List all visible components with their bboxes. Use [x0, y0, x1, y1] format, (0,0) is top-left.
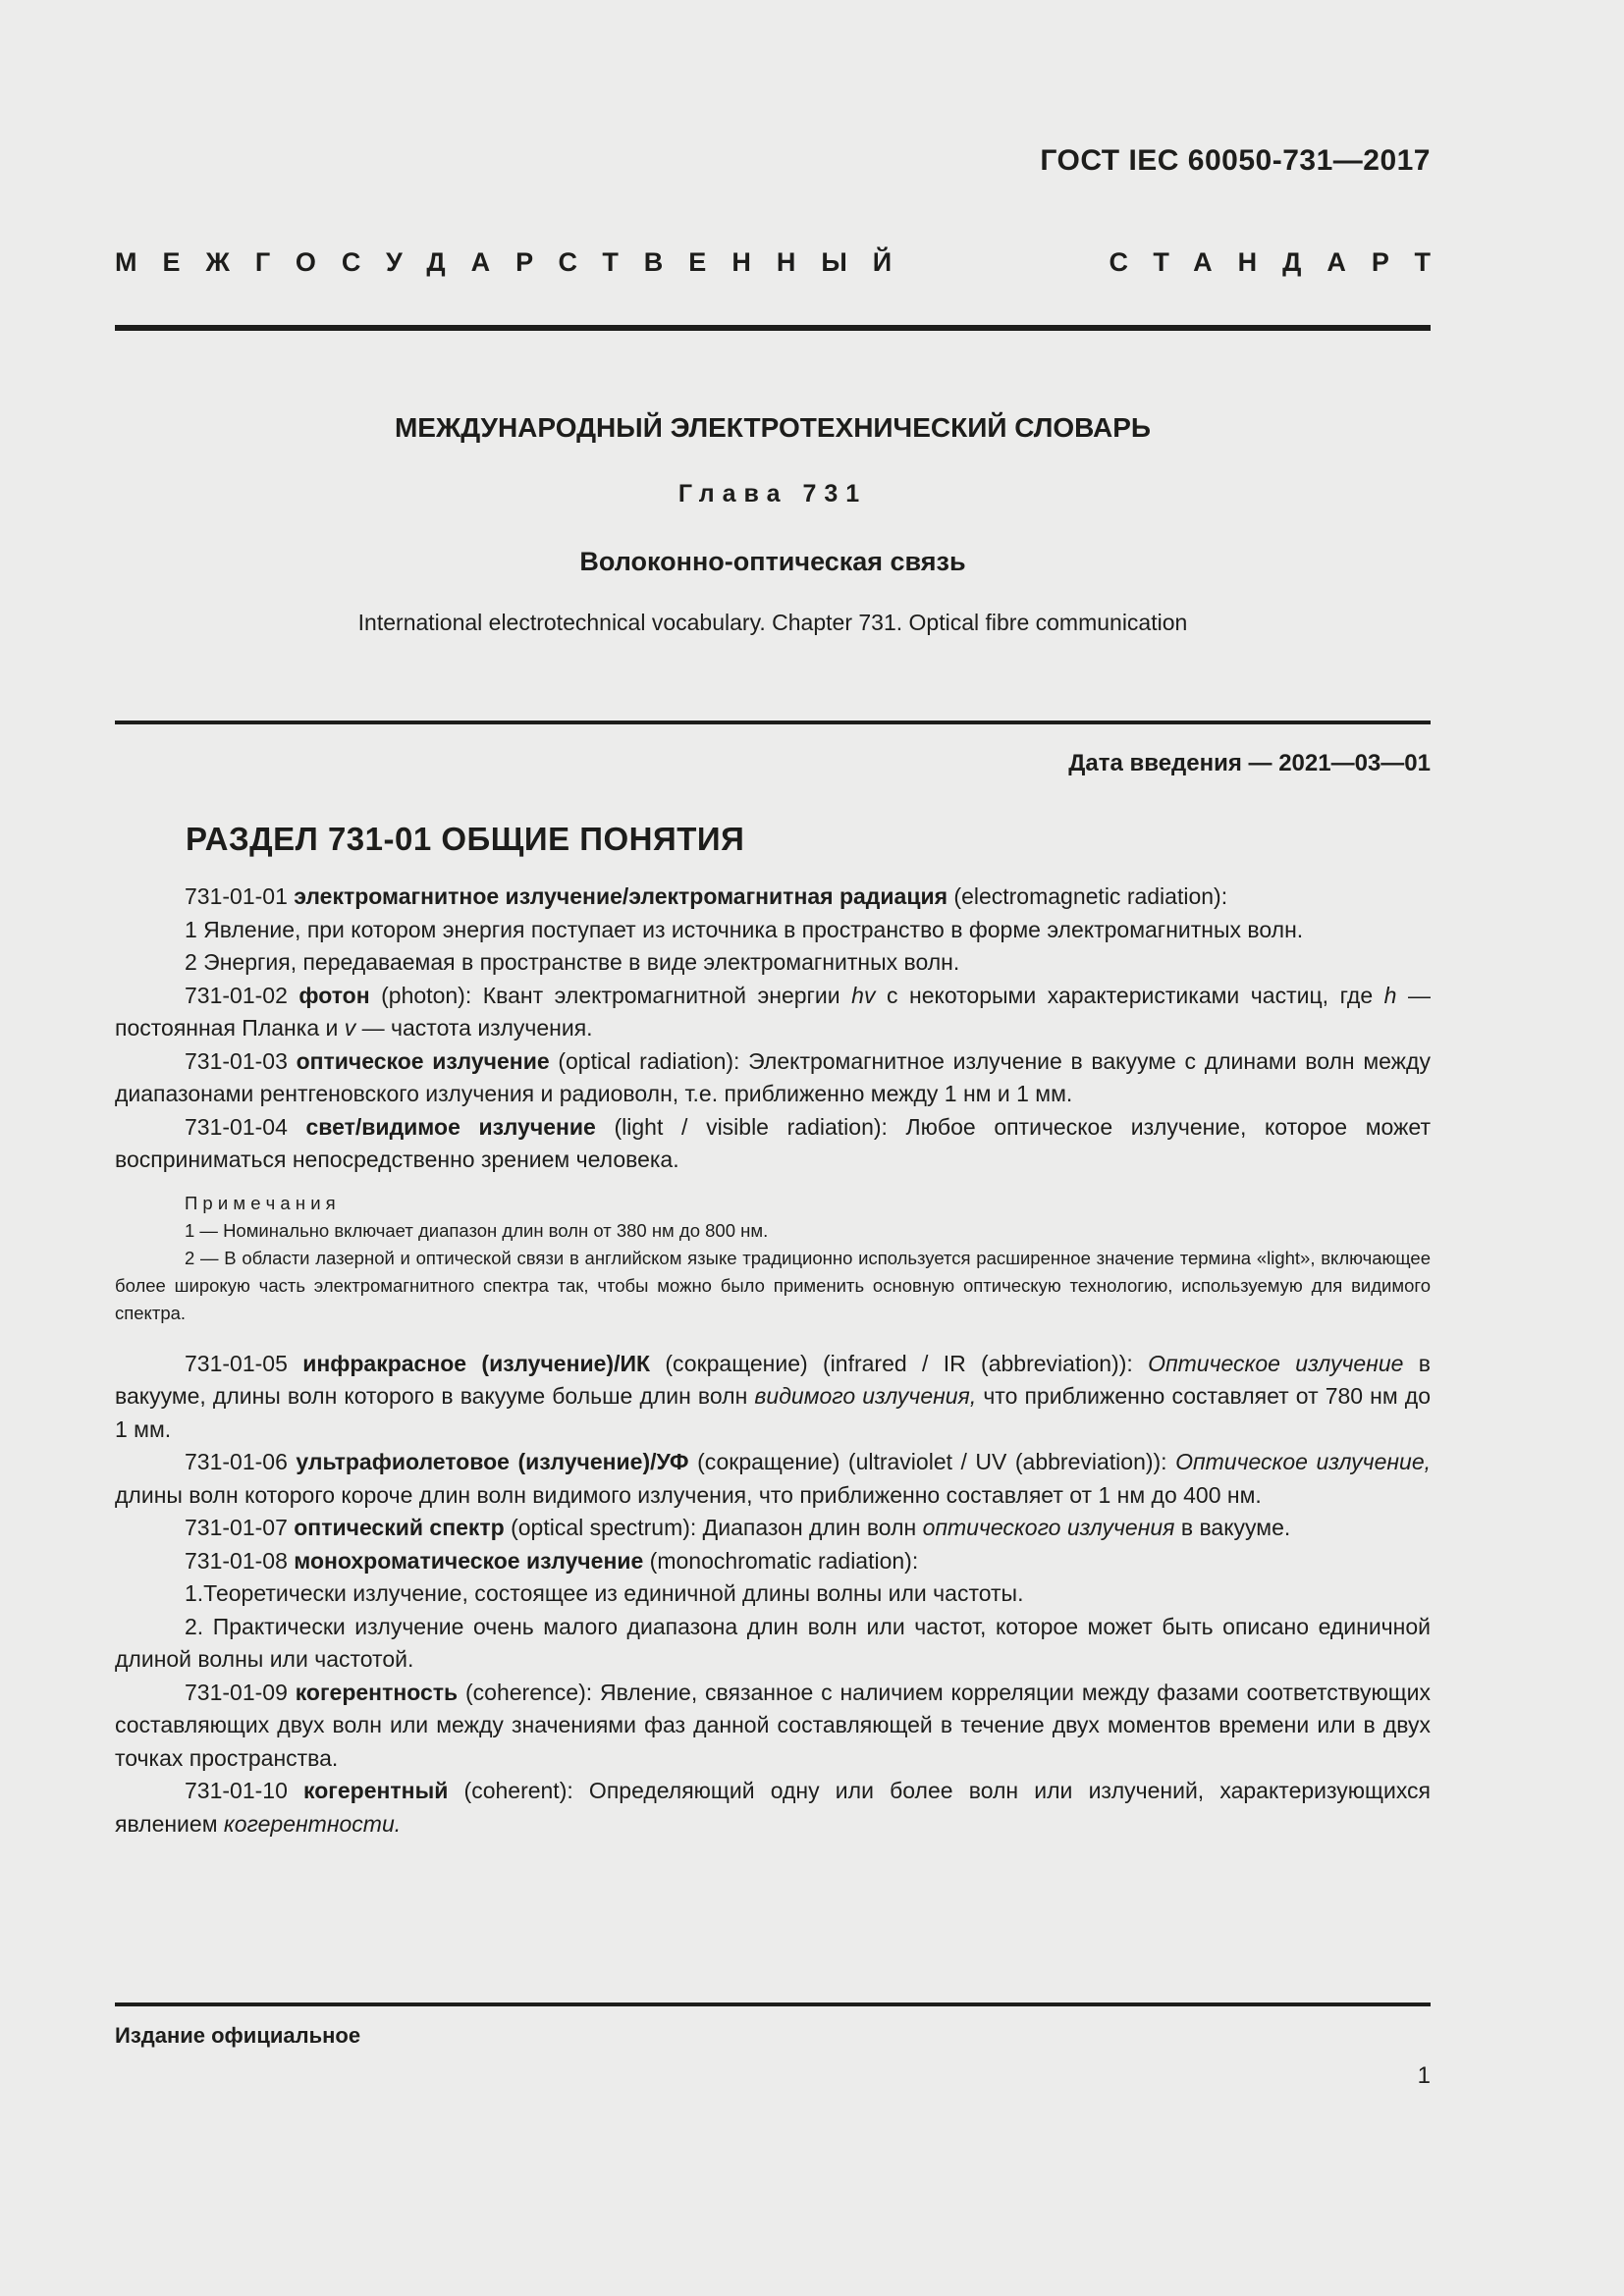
notes-items	[115, 1217, 1431, 1327]
title-ru: МЕЖДУНАРОДНЫЙ ЭЛЕКТРОТЕХНИЧЕСКИЙ СЛОВАРЬ	[394, 412, 1152, 443]
notes-label: П р и м е ч а н и я	[185, 1192, 336, 1213]
standard-type-word-1: МЕЖГОСУДАРСТВЕННЫЙ	[115, 247, 918, 277]
effective-date: Дата введения — 2021—03—01	[1068, 750, 1431, 776]
term-paragraph: 731-01-09 когерентность (coherence): Явление, связанное с наличием корреляции между фазами соответствующих составляющих двух волн или между значениями фаз данной составляющей в течение двух моментов времени или в двух точках пространства.	[115, 1679, 1432, 1771]
term-paragraph: 731-01-08 монохроматическое излучение (monochromatic radiation):	[185, 1547, 919, 1574]
term-paragraph: 731-01-02 фотон (photon): Квант электромагнитной энергии hv с некоторыми характеристиками частиц, где h — постоянная Планка и v — частота излучения.	[115, 982, 1432, 1041]
terms-body	[115, 881, 1431, 1841]
terms-before-notes	[115, 881, 1431, 1177]
term-paragraph: 2 Энергия, передаваемая в пространстве в виде электромагнитных волн.	[185, 949, 960, 975]
term-paragraph: 731-01-06 ультрафиолетовое (излучение)/УФ (сокращение) (ultraviolet / UV (abbreviation)): Оптическое излучение, длины волн которого короче длин волн видимого излучения, что приближенно составляет от 1 нм до 400 нм.	[115, 1449, 1432, 1508]
subtitle-ru: Волоконно-оптическая связь	[579, 547, 966, 576]
edition-note: Издание официальное	[115, 2023, 361, 2048]
doc-code: ГОСТ IEC 60050-731—2017	[1040, 144, 1431, 177]
notes-block	[115, 1190, 1431, 1327]
term-paragraph: 731-01-07 оптический спектр (optical spectrum): Диапазон длин волн оптического излучения в вакууме.	[185, 1515, 1291, 1540]
header-rule	[115, 325, 1431, 331]
standard-type-line	[115, 247, 1456, 278]
title-separator-rule	[115, 721, 1431, 724]
term-paragraph: 731-01-04 свет/видимое излучение (light / visible radiation): Любое оптическое излучение, которое может восприниматься непосредственно зрением человека.	[115, 1113, 1431, 1172]
page-number: 1	[1417, 2062, 1431, 2089]
term-paragraph: 731-01-01 электромагнитное излучение/электромагнитная радиация (electromagnetic radiation):	[185, 883, 1228, 909]
term-paragraph: 2. Практически излучение очень малого диапазона длин волн или частот, которое может быть описано единичной длиной волны или частотой.	[115, 1613, 1431, 1672]
term-paragraph: 1.Теоретически излучение, состоящее из единичной длины волны или частоты.	[185, 1580, 1024, 1606]
term-paragraph: 731-01-10 когерентный (coherent): Определяющий одну или более волн или излучений, характеризующихся явлением когерентности.	[115, 1778, 1432, 1837]
term-paragraph: 1 Явление, при котором энергия поступает из источника в пространство в форме электромагнитных волн.	[185, 916, 1304, 942]
term-paragraph: 731-01-03 оптическое излучение (optical radiation): Электромагнитное излучение в вакууме с длинами волн между диапазонами рентгеновского излучения и радиоволн, т.е. приближенно между 1 нм и 1 мм.	[115, 1047, 1431, 1106]
title-en: International electrotechnical vocabulary. Chapter 731. Optical fibre communication	[357, 610, 1188, 635]
footer-rule	[115, 2002, 1431, 2006]
terms-after-notes	[115, 1348, 1431, 1842]
term-paragraph: 2 — В области лазерной и оптической связи в английском языке традиционно используется расширенное значение термина «light», включающее более широкую часть электромагнитного спектра так, чтобы можно было применить основную оптическую технологию, используемую для видимого спектра.	[115, 1247, 1431, 1323]
standard-type-word-2: СТАНДАРТ	[1109, 247, 1456, 277]
section-heading: РАЗДЕЛ 731-01 ОБЩИЕ ПОНЯТИЯ	[186, 821, 745, 857]
chapter-title: Глава 731	[677, 480, 868, 507]
term-paragraph: 1 — Номинально включает диапазон длин волн от 380 нм до 800 нм.	[185, 1219, 769, 1241]
term-paragraph: 731-01-05 инфракрасное (излучение)/ИК (сокращение) (infrared / IR (abbreviation)): Оптическое излучение в вакууме, длины волн которого в вакууме больше длин волн видимого излучения, что приближенно составляет от 780 нм до 1 мм.	[115, 1350, 1431, 1442]
